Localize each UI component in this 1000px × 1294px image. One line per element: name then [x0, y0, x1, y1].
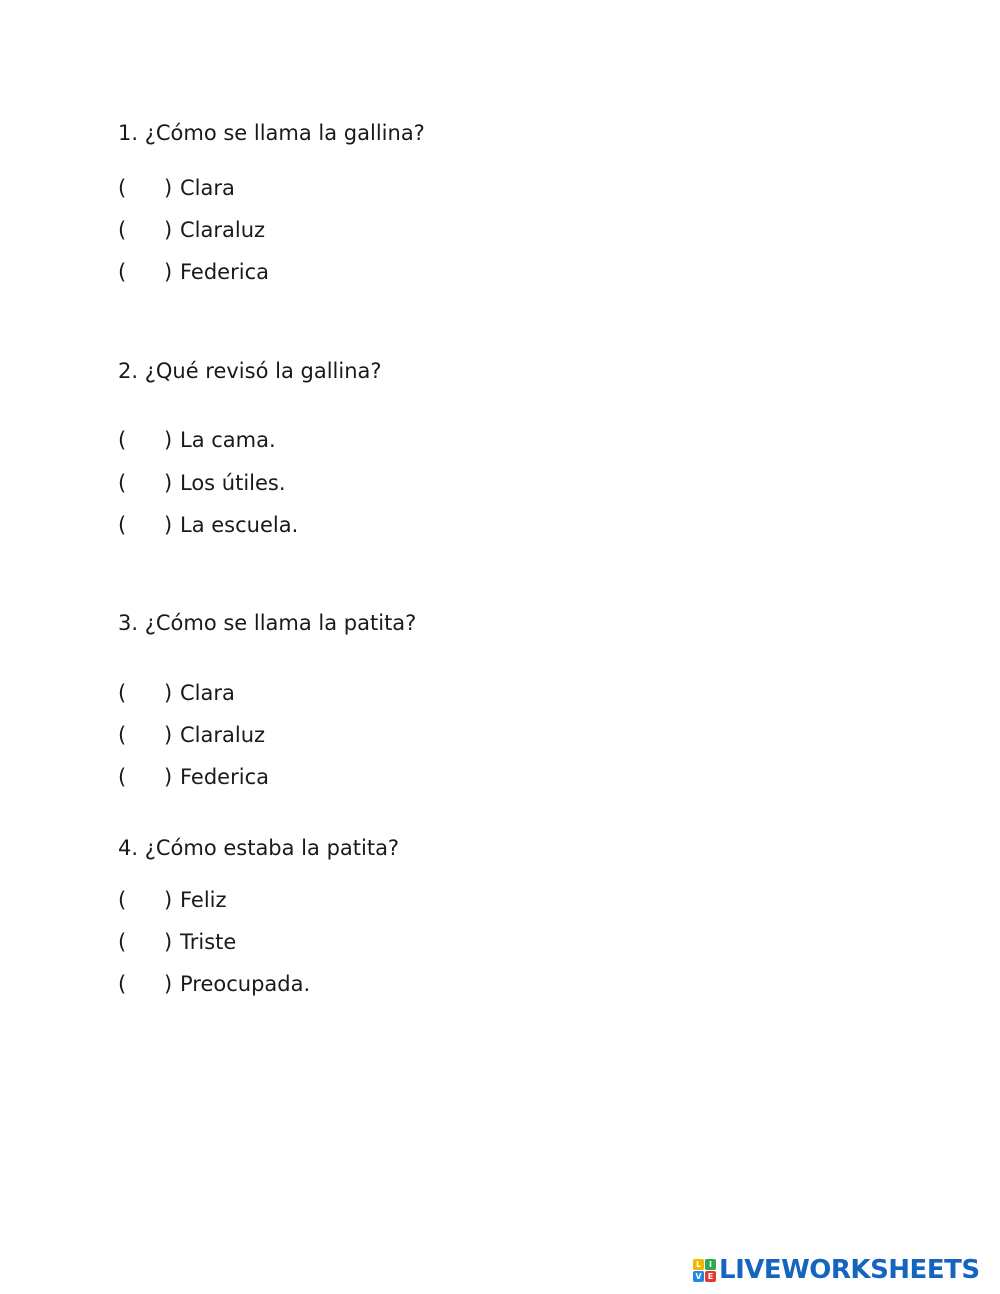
paren-close: ) — [164, 513, 173, 537]
answer-slot[interactable] — [132, 218, 166, 242]
answer-slot[interactable] — [132, 260, 166, 284]
option-label: Federica — [180, 765, 269, 789]
paren-close: ) — [164, 471, 173, 495]
answer-slot[interactable] — [132, 930, 166, 954]
paren-open: ( — [118, 260, 127, 284]
paren-open: ( — [118, 218, 127, 242]
answer-slot[interactable] — [132, 176, 166, 200]
question-1: 1. ¿Cómo se llama la gallina? — [118, 121, 425, 145]
logo-badge-icon — [693, 1259, 716, 1282]
option-label: Preocupada. — [180, 972, 311, 996]
logo-badge-letter: E — [705, 1271, 716, 1282]
liveworksheets-logo — [693, 1256, 980, 1284]
paren-close: ) — [164, 428, 173, 452]
paren-close: ) — [164, 176, 173, 200]
answer-slot[interactable] — [132, 471, 166, 495]
paren-close: ) — [164, 723, 173, 747]
option-label: La cama. — [180, 428, 276, 452]
option-label: Clara — [180, 681, 235, 705]
paren-open: ( — [118, 888, 127, 912]
option-label: Triste — [180, 930, 237, 954]
paren-open: ( — [118, 930, 127, 954]
option-label: Feliz — [180, 888, 227, 912]
paren-open: ( — [118, 723, 127, 747]
option-label: Los útiles. — [180, 471, 286, 495]
answer-slot[interactable] — [132, 888, 166, 912]
option-label: La escuela. — [180, 513, 299, 537]
option-label: Claraluz — [180, 218, 266, 242]
question-2: 2. ¿Qué revisó la gallina? — [118, 359, 382, 383]
logo-badge-letter: L — [693, 1259, 704, 1270]
paren-close: ) — [164, 218, 173, 242]
answer-slot[interactable] — [132, 972, 166, 996]
question-4: 4. ¿Cómo estaba la patita? — [118, 836, 400, 860]
question-3: 3. ¿Cómo se llama la patita? — [118, 611, 417, 635]
option-label: Claraluz — [180, 723, 266, 747]
answer-slot[interactable] — [132, 765, 166, 789]
answer-slot[interactable] — [132, 681, 166, 705]
option-label: Federica — [180, 260, 269, 284]
paren-close: ) — [164, 888, 173, 912]
logo-text: LIVEWORKSHEETS — [719, 1255, 980, 1285]
logo-badge-letter: V — [693, 1271, 704, 1282]
paren-close: ) — [164, 972, 173, 996]
paren-close: ) — [164, 930, 173, 954]
paren-open: ( — [118, 765, 127, 789]
paren-open: ( — [118, 428, 127, 452]
paren-open: ( — [118, 681, 127, 705]
paren-close: ) — [164, 260, 173, 284]
logo-badge-letter: I — [705, 1259, 716, 1270]
paren-open: ( — [118, 176, 127, 200]
answer-slot[interactable] — [132, 428, 166, 452]
paren-close: ) — [164, 681, 173, 705]
paren-close: ) — [164, 765, 173, 789]
paren-open: ( — [118, 471, 127, 495]
answer-slot[interactable] — [132, 513, 166, 537]
paren-open: ( — [118, 972, 127, 996]
option-label: Clara — [180, 176, 235, 200]
answer-slot[interactable] — [132, 723, 166, 747]
paren-open: ( — [118, 513, 127, 537]
